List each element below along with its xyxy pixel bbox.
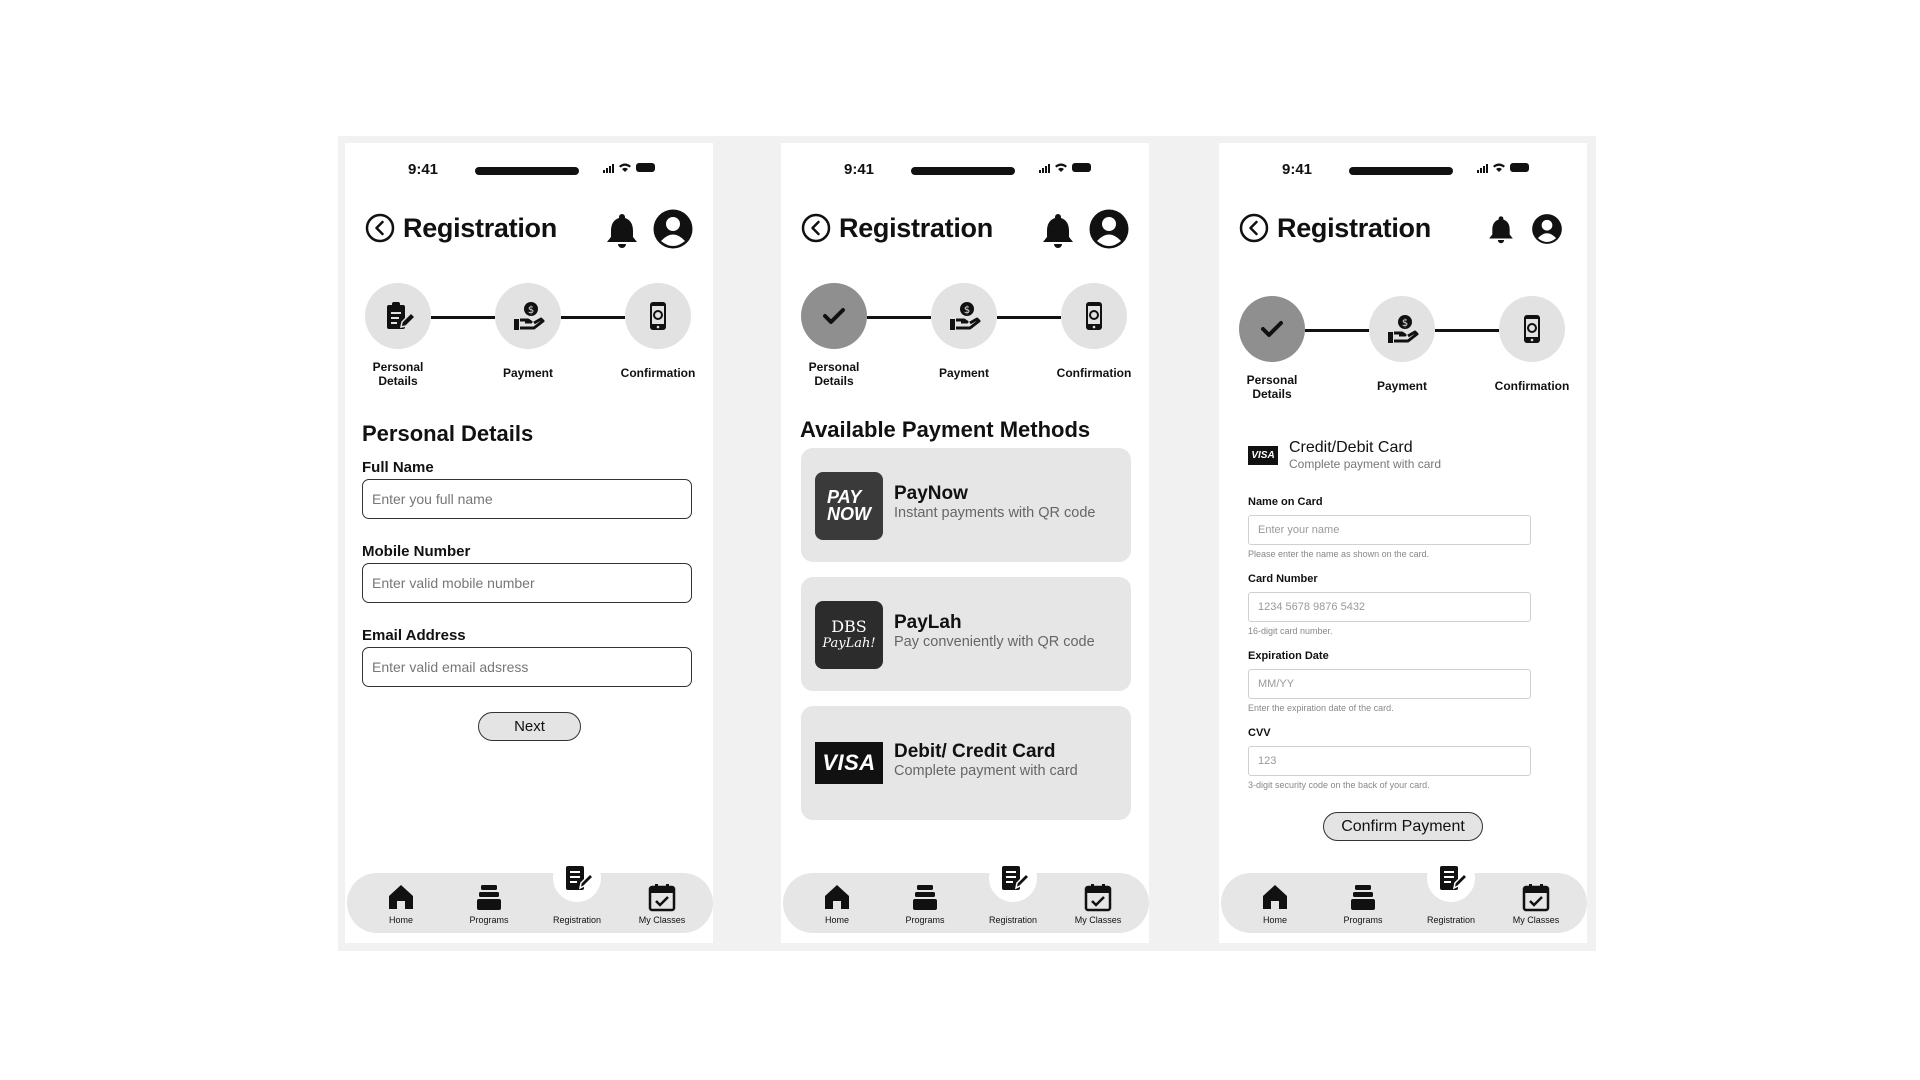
registration-fab[interactable] xyxy=(989,854,1037,902)
programs-icon xyxy=(910,882,940,912)
full-name-input[interactable] xyxy=(362,479,692,519)
battery-icon xyxy=(1072,163,1091,172)
app-header xyxy=(365,205,693,249)
dynamic-island xyxy=(475,167,579,175)
field-hint: 3-digit security code on the back of your card. xyxy=(1248,780,1430,790)
nav-label: My Classes xyxy=(1512,915,1560,925)
dynamic-island xyxy=(1349,167,1453,175)
nav-my-classes[interactable] xyxy=(622,873,702,933)
nav-my-classes[interactable] xyxy=(1058,873,1138,933)
app-header xyxy=(1239,205,1567,249)
next-button[interactable]: Next xyxy=(478,712,581,741)
cvv-input[interactable] xyxy=(1248,746,1531,776)
registration-icon xyxy=(1435,862,1467,894)
clipboard-edit-icon xyxy=(381,299,415,333)
phone-screen-card-payment xyxy=(1219,143,1587,943)
field-label: Name on Card xyxy=(1248,496,1323,508)
step-connector xyxy=(997,316,1061,319)
phone-confirm-icon xyxy=(641,299,675,333)
field-label: CVV xyxy=(1248,727,1271,739)
step-label: Payment xyxy=(1376,379,1428,393)
bell-icon[interactable] xyxy=(1486,214,1516,244)
paynow-logo-text: PAY xyxy=(827,487,862,507)
nav-home[interactable] xyxy=(361,873,441,933)
checkmark-icon xyxy=(819,301,849,331)
phone-screen-personal-details xyxy=(345,143,713,943)
status-icons xyxy=(603,162,655,173)
wifi-icon xyxy=(618,162,632,173)
field-hint: Please enter the name as shown on the card. xyxy=(1248,549,1430,559)
checkmark-icon xyxy=(1257,314,1287,344)
hand-money-icon xyxy=(947,299,981,333)
step-connector xyxy=(561,316,625,319)
nav-label: Home xyxy=(1262,915,1287,925)
registration-icon xyxy=(561,862,593,894)
registration-fab[interactable] xyxy=(1427,854,1475,902)
signal-icon xyxy=(1477,163,1488,173)
expiration-date-input[interactable] xyxy=(1248,669,1531,699)
step-confirmation xyxy=(625,283,691,349)
bell-icon[interactable] xyxy=(1039,211,1077,249)
step-label: Personal Details xyxy=(808,360,860,388)
programs-icon xyxy=(474,882,504,912)
payment-description: Complete payment with card xyxy=(894,763,1078,779)
registration-icon xyxy=(997,862,1029,894)
dynamic-island xyxy=(911,167,1015,175)
bell-icon[interactable] xyxy=(603,211,641,249)
field-hint: 16-digit card number. xyxy=(1248,626,1333,636)
step-label: Personal Details xyxy=(1246,373,1298,401)
step-confirmation xyxy=(1499,296,1565,362)
calendar-check-icon xyxy=(1083,882,1113,912)
bottom-nav xyxy=(783,873,1149,933)
step-payment xyxy=(1369,296,1435,362)
signal-icon xyxy=(603,163,614,173)
app-header xyxy=(801,205,1129,249)
programs-icon xyxy=(1348,882,1378,912)
email-address-input[interactable] xyxy=(362,647,692,687)
field-hint: Enter the expiration date of the card. xyxy=(1248,703,1394,713)
back-icon[interactable] xyxy=(365,213,395,243)
step-label: Confirmation xyxy=(620,366,696,380)
hand-money-icon xyxy=(1385,312,1419,346)
step-connector xyxy=(1305,329,1369,332)
nav-home[interactable] xyxy=(1235,873,1315,933)
confirm-payment-button[interactable]: Confirm Payment xyxy=(1323,812,1483,841)
phone-confirm-icon xyxy=(1077,299,1111,333)
step-confirmation xyxy=(1061,283,1127,349)
bottom-nav xyxy=(1221,873,1587,933)
nav-programs[interactable] xyxy=(449,873,529,933)
nav-label: Registration xyxy=(1426,915,1476,925)
registration-fab[interactable] xyxy=(553,854,601,902)
field-label: Email Address xyxy=(362,627,466,644)
nav-programs[interactable] xyxy=(885,873,965,933)
nav-home[interactable] xyxy=(797,873,877,933)
user-avatar-icon[interactable] xyxy=(652,208,694,250)
phone-screen-payment-methods xyxy=(781,143,1149,943)
calendar-check-icon xyxy=(1521,882,1551,912)
calendar-check-icon xyxy=(647,882,677,912)
wifi-icon xyxy=(1492,162,1506,173)
phone-confirm-icon xyxy=(1515,312,1549,346)
payment-name: PayNow xyxy=(894,483,968,504)
step-connector xyxy=(431,316,495,319)
paylah-logo-text: DBS xyxy=(831,617,867,636)
field-label: Mobile Number xyxy=(362,543,471,560)
name-on-card-input[interactable] xyxy=(1248,515,1531,545)
progress-stepper xyxy=(1219,296,1587,406)
step-payment xyxy=(931,283,997,349)
nav-label: My Classes xyxy=(638,915,686,925)
method-title: Credit/Debit Card xyxy=(1289,439,1413,456)
field-label: Expiration Date xyxy=(1248,650,1329,662)
step-label: Confirmation xyxy=(1056,366,1132,380)
status-icons xyxy=(1039,162,1091,173)
card-number-input[interactable] xyxy=(1248,592,1531,622)
nav-label: Home xyxy=(824,915,849,925)
page-title: Registration xyxy=(839,213,993,243)
page-title: Registration xyxy=(403,213,557,243)
step-label: Payment xyxy=(502,366,554,380)
nav-label: Registration xyxy=(552,915,602,925)
user-avatar-icon[interactable] xyxy=(1531,213,1563,245)
nav-label: Programs xyxy=(469,915,509,925)
payment-option-paylah[interactable] xyxy=(801,577,1131,691)
mobile-number-input[interactable] xyxy=(362,563,692,603)
hand-money-icon xyxy=(511,299,545,333)
paylah-logo xyxy=(815,601,883,669)
bottom-nav xyxy=(347,873,713,933)
back-icon[interactable] xyxy=(801,213,831,243)
payment-option-paynow[interactable] xyxy=(801,448,1131,562)
svg-text:$: $ xyxy=(527,305,535,316)
page-title: Registration xyxy=(1277,213,1431,243)
visa-logo xyxy=(815,742,883,784)
home-icon xyxy=(386,882,416,912)
progress-stepper xyxy=(781,283,1149,393)
paylah-logo-text: PayLah! xyxy=(822,636,876,651)
paynow-logo-text: NOW xyxy=(827,504,871,524)
step-personal-details-complete xyxy=(1239,296,1305,362)
step-label: Confirmation xyxy=(1494,379,1570,393)
svg-text:$: $ xyxy=(963,305,971,316)
field-label: Full Name xyxy=(362,459,434,476)
nav-label: Registration xyxy=(988,915,1038,925)
user-avatar-icon[interactable] xyxy=(1088,208,1130,250)
battery-icon xyxy=(1510,163,1529,172)
wifi-icon xyxy=(1054,162,1068,173)
payment-option-card[interactable] xyxy=(801,706,1131,820)
nav-label: My Classes xyxy=(1074,915,1122,925)
back-icon[interactable] xyxy=(1239,213,1269,243)
payment-name: Debit/ Credit Card xyxy=(894,741,1056,762)
status-icons xyxy=(1477,162,1529,173)
step-label: Payment xyxy=(938,366,990,380)
signal-icon xyxy=(1039,163,1050,173)
status-time: 9:41 xyxy=(844,161,875,178)
nav-label: Home xyxy=(388,915,413,925)
payment-name: PayLah xyxy=(894,612,962,633)
visa-logo: VISA xyxy=(1248,446,1278,465)
section-title: Personal Details xyxy=(362,421,534,446)
nav-label: Programs xyxy=(1343,915,1383,925)
field-label: Card Number xyxy=(1248,573,1318,585)
payment-description: Pay conveniently with QR code xyxy=(894,634,1095,650)
method-subtitle: Complete payment with card xyxy=(1289,457,1442,471)
step-connector xyxy=(1435,329,1499,332)
section-title: Available Payment Methods xyxy=(800,417,1091,442)
progress-stepper xyxy=(345,283,713,393)
nav-programs[interactable] xyxy=(1323,873,1403,933)
svg-text:$: $ xyxy=(1401,318,1409,329)
home-icon xyxy=(822,882,852,912)
paynow-logo xyxy=(815,472,883,540)
home-icon xyxy=(1260,882,1290,912)
step-personal-details-complete xyxy=(801,283,867,349)
step-personal-details xyxy=(365,283,431,349)
nav-my-classes[interactable] xyxy=(1496,873,1576,933)
status-time: 9:41 xyxy=(1282,161,1313,178)
payment-description: Instant payments with QR code xyxy=(894,505,1096,521)
step-label: Personal Details xyxy=(372,360,424,388)
status-time: 9:41 xyxy=(408,161,439,178)
nav-label: Programs xyxy=(905,915,945,925)
step-payment xyxy=(495,283,561,349)
visa-logo-text: VISA xyxy=(822,750,876,775)
step-connector xyxy=(867,316,931,319)
battery-icon xyxy=(636,163,655,172)
